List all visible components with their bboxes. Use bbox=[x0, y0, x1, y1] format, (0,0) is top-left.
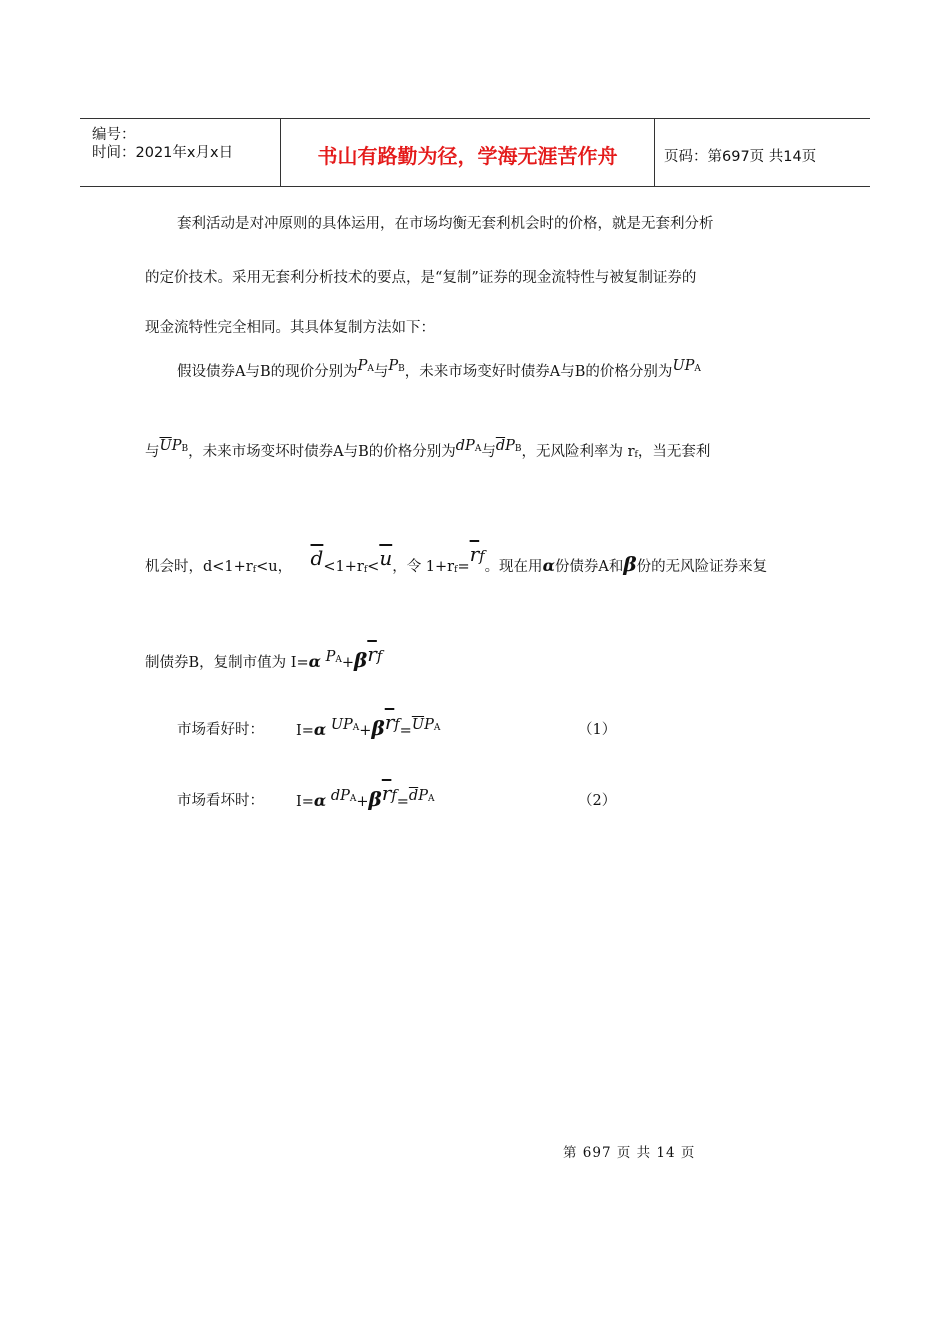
subscript-a: A bbox=[352, 723, 360, 733]
subscript-f: f bbox=[454, 565, 458, 575]
subscript-a: A bbox=[694, 364, 701, 374]
text-segment: <u， bbox=[256, 559, 293, 575]
text-segment: 与 bbox=[145, 444, 160, 460]
text-segment: 与 bbox=[481, 444, 496, 460]
page-info: 页码：第697页 共14页 bbox=[664, 149, 817, 165]
text-segment: 份债券A和 bbox=[554, 559, 624, 575]
symbol-p: P bbox=[357, 358, 368, 374]
plus-sign: + bbox=[356, 794, 369, 810]
formula-rf-bar bbox=[469, 542, 485, 566]
symbol-p: P bbox=[424, 717, 434, 733]
subscript-b: B bbox=[398, 364, 405, 374]
text-segment: ，令 1+r bbox=[392, 559, 455, 575]
motto: 书山有路勤为径，学海无涯苦作舟 bbox=[317, 144, 618, 168]
subscript-a: A bbox=[367, 364, 374, 374]
text-segment: 制债券B，复制市值为 I= bbox=[145, 655, 309, 671]
header-left-cell bbox=[80, 119, 280, 186]
symbol-beta: β bbox=[368, 787, 382, 811]
symbol-d-bar: $\overline{d}$ bbox=[408, 788, 419, 804]
formula-pa bbox=[326, 649, 342, 665]
equation-lhs: I= bbox=[296, 723, 314, 739]
text-segment: 与 bbox=[373, 364, 389, 380]
text-segment: 机会时，d<1+r bbox=[145, 559, 253, 575]
symbol-dp: dP bbox=[455, 438, 475, 454]
text-segment: <1+r bbox=[323, 559, 364, 575]
symbol-beta: β bbox=[354, 648, 368, 672]
text-segment: 。现在用 bbox=[484, 559, 543, 575]
text-segment: ，当无套利 bbox=[637, 444, 711, 460]
subscript-a: A bbox=[349, 794, 357, 804]
symbol-beta: β bbox=[623, 552, 637, 576]
equals-sign: = bbox=[396, 794, 409, 810]
symbol-f: f bbox=[376, 649, 383, 665]
plus-sign: + bbox=[341, 655, 354, 671]
subscript-a: A bbox=[427, 794, 435, 804]
paragraph-1-line-3: 现金流特性完全相同。其具体复制方法如下： bbox=[145, 320, 435, 336]
symbol-dp: dP bbox=[330, 788, 350, 804]
text-segment: ，未来市场变坏时债券A与B的价格分别为 bbox=[188, 444, 456, 460]
paragraph-2-line-1 bbox=[177, 360, 701, 381]
equation-1-number: （1） bbox=[578, 722, 617, 738]
equation-1-label: 市场看好时： bbox=[177, 722, 264, 738]
header-motto-cell bbox=[280, 119, 655, 186]
paragraph-2-line-2 bbox=[145, 440, 710, 461]
symbol-alpha: α bbox=[313, 791, 327, 810]
header-right-cell bbox=[654, 119, 870, 186]
symbol-p: P bbox=[325, 649, 336, 665]
text-segment: < bbox=[367, 559, 380, 575]
date-label: 时间：2021年x月x日 bbox=[92, 145, 234, 161]
subscript-a: A bbox=[335, 655, 342, 665]
formula-upa bbox=[672, 358, 700, 374]
subscript-f: f bbox=[634, 450, 638, 460]
subscript-b: B bbox=[181, 444, 189, 454]
formula-rf-bar bbox=[384, 710, 400, 734]
text-segment: 假设债券A与B的现价分别为 bbox=[177, 364, 358, 380]
equation-2-number: （2） bbox=[578, 793, 617, 809]
symbol-u-bar: $\overline{u}$ bbox=[379, 546, 393, 570]
paragraph-1-line-2: 的定价技术。采用无套利分析技术的要点，是“复制”证券的现金流特性与被复制证券的 bbox=[145, 270, 697, 286]
symbol-d-bar: $\overline{d}$ bbox=[495, 438, 506, 454]
symbol-alpha: α bbox=[313, 720, 327, 739]
formula-dbar-pa bbox=[409, 788, 435, 804]
formula-dpa bbox=[456, 438, 482, 454]
symbol-f: f bbox=[394, 717, 400, 733]
formula-pa bbox=[358, 358, 374, 374]
symbol-r-bar: $\overline{r}$ bbox=[381, 781, 392, 805]
symbol-u-bar: $\overline{U}$ bbox=[411, 717, 425, 733]
formula-ubar-pb bbox=[160, 438, 189, 454]
paragraph-2-line-3 bbox=[145, 542, 768, 576]
symbol-r-bar: $\overline{r}$ bbox=[384, 710, 395, 734]
serial-label: 编号： bbox=[92, 127, 136, 143]
formula-dbar-pb bbox=[496, 438, 522, 454]
subscript-f: f bbox=[252, 565, 257, 575]
symbol-f: f bbox=[391, 788, 397, 804]
symbol-r-bar: $\overline{r}$ bbox=[367, 642, 377, 666]
symbol-beta: β bbox=[371, 716, 385, 740]
subscript-a: A bbox=[433, 723, 441, 733]
symbol-p: P bbox=[418, 788, 428, 804]
equation-2 bbox=[296, 781, 435, 811]
equation-lhs: I= bbox=[296, 794, 314, 810]
formula-rf-bar bbox=[367, 642, 383, 666]
symbol-p: P bbox=[388, 358, 399, 374]
formula-upa bbox=[331, 717, 359, 733]
formula-rf-bar bbox=[381, 781, 397, 805]
plus-sign: + bbox=[359, 723, 372, 739]
page-header bbox=[80, 118, 870, 187]
symbol-up: UP bbox=[672, 358, 695, 374]
page-footer: 第 697 页 共 14 页 bbox=[563, 1145, 696, 1161]
symbol-alpha: α bbox=[542, 556, 555, 575]
text-segment: 份的无风险证券来复 bbox=[636, 559, 768, 575]
symbol-r-bar: $\overline{r}$ bbox=[469, 542, 480, 566]
subscript-a: A bbox=[474, 444, 482, 454]
symbol-alpha: α bbox=[308, 652, 321, 671]
symbol-up: UP bbox=[330, 717, 353, 733]
paragraph-1-line-1: 套利活动是对冲原则的具体运用，在市场均衡无套利机会时的价格，就是无套利分析 bbox=[177, 216, 714, 232]
symbol-f: f bbox=[479, 549, 485, 565]
symbol-p: P bbox=[171, 438, 182, 454]
text-segment: ，无风险利率为 r bbox=[521, 444, 635, 460]
equation-2-label: 市场看坏时： bbox=[177, 793, 264, 809]
text-segment: ，未来市场变好时债券A与B的价格分别为 bbox=[404, 364, 673, 380]
formula-ubar-pa bbox=[412, 717, 441, 733]
equals-sign: = bbox=[399, 723, 412, 739]
symbol-d-bar: $\overline{d}$ bbox=[310, 546, 324, 570]
equation-1 bbox=[296, 710, 441, 740]
text-segment: = bbox=[457, 559, 470, 575]
formula-dpa bbox=[331, 788, 357, 804]
subscript-f: f bbox=[363, 565, 368, 575]
symbol-p: P bbox=[505, 438, 515, 454]
symbol-u-bar: $\overline{U}$ bbox=[159, 438, 172, 454]
formula-pb bbox=[388, 358, 404, 374]
paragraph-2-line-4 bbox=[145, 642, 383, 672]
subscript-b: B bbox=[514, 444, 522, 454]
